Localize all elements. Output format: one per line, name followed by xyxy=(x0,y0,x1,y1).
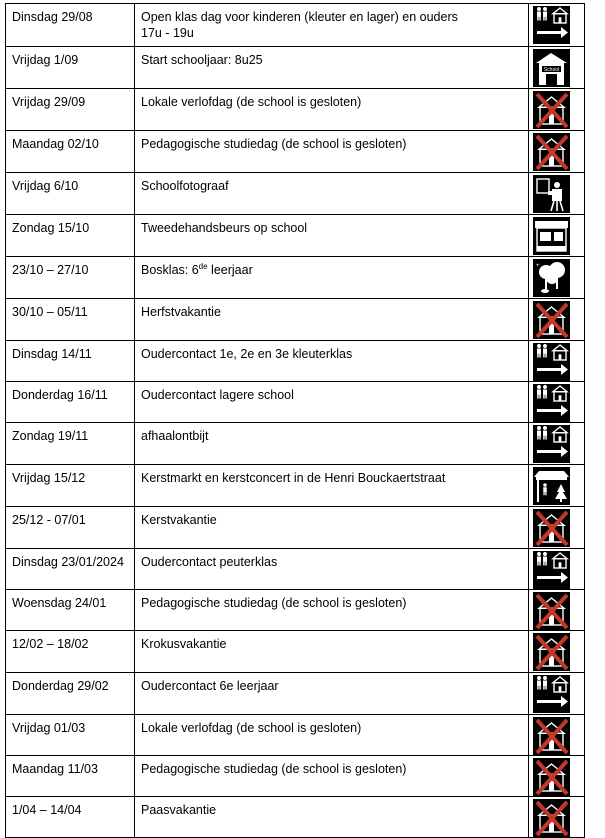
people-to-school-icon-glyph xyxy=(533,425,570,463)
school-closed-icon xyxy=(533,758,570,796)
icon-cell xyxy=(529,89,585,131)
school-closed-icon xyxy=(533,592,570,630)
people-to-school-icon-glyph xyxy=(533,675,570,713)
event-cell: Kerstmarkt en kerstconcert in de Henri Bouckaertstraat xyxy=(135,465,529,507)
table-row xyxy=(6,257,585,299)
people-to-school-icon xyxy=(533,425,570,463)
school-closed-icon-glyph xyxy=(533,758,570,796)
people-to-school-icon-glyph xyxy=(533,551,570,589)
table-row xyxy=(6,299,585,341)
date-cell: 25/12 - 07/01 xyxy=(6,507,135,549)
icon-cell xyxy=(529,382,585,423)
date-cell: Dinsdag 14/11 xyxy=(6,341,135,382)
event-cell: Krokusvakantie xyxy=(135,631,529,673)
table-row xyxy=(6,382,585,423)
school-closed-icon-glyph xyxy=(533,509,570,547)
event-cell: Pedagogische studiedag (de school is gesloten) xyxy=(135,756,529,797)
school-closed-icon xyxy=(533,633,570,671)
date-cell: Vrijdag 29/09 xyxy=(6,89,135,131)
event-cell: Oudercontact 6e leerjaar xyxy=(135,673,529,715)
date-cell: Vrijdag 1/09 xyxy=(6,47,135,89)
event-cell: Pedagogische studiedag (de school is gesloten) xyxy=(135,131,529,173)
icon-cell xyxy=(529,756,585,797)
event-cell: Tweedehandsbeurs op school xyxy=(135,215,529,257)
school-closed-icon xyxy=(533,717,570,755)
forest-icon xyxy=(533,259,570,297)
school-door-icon-glyph xyxy=(533,49,570,87)
people-to-school-icon xyxy=(533,551,570,589)
date-cell: Maandag 02/10 xyxy=(6,131,135,173)
date-cell: Dinsdag 23/01/2024 xyxy=(6,549,135,590)
school-closed-icon xyxy=(533,799,570,837)
photographer-icon xyxy=(533,175,570,213)
people-to-school-icon-glyph xyxy=(533,343,570,381)
table-row xyxy=(6,215,585,257)
date-cell: 12/02 – 18/02 xyxy=(6,631,135,673)
event-cell: Oudercontact 1e, 2e en 3e kleuterklas xyxy=(135,341,529,382)
date-cell: 23/10 – 27/10 xyxy=(6,257,135,299)
date-cell: Dinsdag 29/08 xyxy=(6,4,135,47)
photographer-icon-glyph xyxy=(533,175,570,213)
date-cell: Donderdag 16/11 xyxy=(6,382,135,423)
school-closed-icon xyxy=(533,509,570,547)
people-to-school-icon xyxy=(533,343,570,381)
school-closed-icon xyxy=(533,301,570,339)
icon-cell xyxy=(529,299,585,341)
forest-icon-glyph xyxy=(533,259,570,297)
event-text: Open klas dag voor kinderen (kleuter en lager) en ouders xyxy=(141,10,458,24)
table-row xyxy=(6,173,585,215)
icon-cell xyxy=(529,173,585,215)
date-cell: Zondag 15/10 xyxy=(6,215,135,257)
event-cell: Oudercontact lagere school xyxy=(135,382,529,423)
icon-cell xyxy=(529,549,585,590)
school-closed-icon-glyph xyxy=(533,799,570,837)
event-text: Bosklas: 6 xyxy=(141,263,199,277)
date-cell: Woensdag 24/01 xyxy=(6,590,135,631)
icon-cell xyxy=(529,507,585,549)
event-cell: Lokale verlofdag (de school is gesloten) xyxy=(135,715,529,756)
christmas-market-icon-glyph xyxy=(533,467,570,505)
table-row xyxy=(6,507,585,549)
market-stall-icon-glyph xyxy=(533,217,570,255)
date-cell: 30/10 – 05/11 xyxy=(6,299,135,341)
icon-cell xyxy=(529,47,585,89)
date-cell: Zondag 19/11 xyxy=(6,423,135,465)
event-cell: Start schooljaar: 8u25 xyxy=(135,47,529,89)
school-closed-icon xyxy=(533,91,570,129)
table-row xyxy=(6,797,585,838)
date-cell: 1/04 – 14/04 xyxy=(6,797,135,838)
icon-cell xyxy=(529,4,585,47)
table-row xyxy=(6,549,585,590)
people-to-school-icon xyxy=(533,675,570,713)
icon-cell xyxy=(529,465,585,507)
table-row xyxy=(6,715,585,756)
people-to-school-icon-glyph xyxy=(533,6,570,44)
icon-cell xyxy=(529,590,585,631)
people-to-school-icon xyxy=(533,6,570,44)
school-closed-icon-glyph xyxy=(533,133,570,171)
icon-cell xyxy=(529,131,585,173)
svg-text:School: School xyxy=(543,67,560,73)
event-cell: Herfstvakantie xyxy=(135,299,529,341)
table-row xyxy=(6,673,585,715)
icon-cell xyxy=(529,341,585,382)
agenda-table xyxy=(5,3,585,838)
icon-cell xyxy=(529,215,585,257)
market-stall-icon xyxy=(533,217,570,255)
date-cell: Donderdag 29/02 xyxy=(6,673,135,715)
icon-cell xyxy=(529,797,585,838)
event-cell: Lokale verlofdag (de school is gesloten) xyxy=(135,89,529,131)
icon-cell xyxy=(529,257,585,299)
table-row xyxy=(6,341,585,382)
event-cell: Paasvakantie xyxy=(135,797,529,838)
event-superscript: de xyxy=(198,261,208,271)
school-closed-icon-glyph xyxy=(533,301,570,339)
table-row xyxy=(6,590,585,631)
event-cell: Schoolfotograaf xyxy=(135,173,529,215)
table-row xyxy=(6,131,585,173)
svg-text:+: + xyxy=(536,263,540,269)
event-time: 17u - 19u xyxy=(141,26,194,40)
event-cell: Pedagogische studiedag (de school is gesloten) xyxy=(135,590,529,631)
people-to-school-icon xyxy=(533,384,570,422)
icon-cell xyxy=(529,715,585,756)
event-cell: Oudercontact peuterklas xyxy=(135,549,529,590)
date-cell: Vrijdag 15/12 xyxy=(6,465,135,507)
date-cell: Vrijdag 6/10 xyxy=(6,173,135,215)
table-row xyxy=(6,631,585,673)
school-closed-icon xyxy=(533,133,570,171)
event-text-suffix: leerjaar xyxy=(207,263,253,277)
table-row xyxy=(6,4,585,47)
icon-cell xyxy=(529,423,585,465)
table-row xyxy=(6,423,585,465)
table-row xyxy=(6,756,585,797)
school-closed-icon-glyph xyxy=(533,717,570,755)
event-cell xyxy=(135,4,529,47)
table-row xyxy=(6,465,585,507)
event-cell: afhaalontbijt xyxy=(135,423,529,465)
event-cell: Kerstvakantie xyxy=(135,507,529,549)
icon-cell xyxy=(529,631,585,673)
school-door-icon xyxy=(533,49,570,87)
christmas-market-icon xyxy=(533,467,570,505)
date-cell: Vrijdag 01/03 xyxy=(6,715,135,756)
table-row xyxy=(6,47,585,89)
table-row xyxy=(6,89,585,131)
icon-cell xyxy=(529,673,585,715)
date-cell: Maandag 11/03 xyxy=(6,756,135,797)
school-closed-icon-glyph xyxy=(533,592,570,630)
school-closed-icon-glyph xyxy=(533,91,570,129)
people-to-school-icon-glyph xyxy=(533,384,570,422)
school-closed-icon-glyph xyxy=(533,633,570,671)
event-cell xyxy=(135,257,529,299)
